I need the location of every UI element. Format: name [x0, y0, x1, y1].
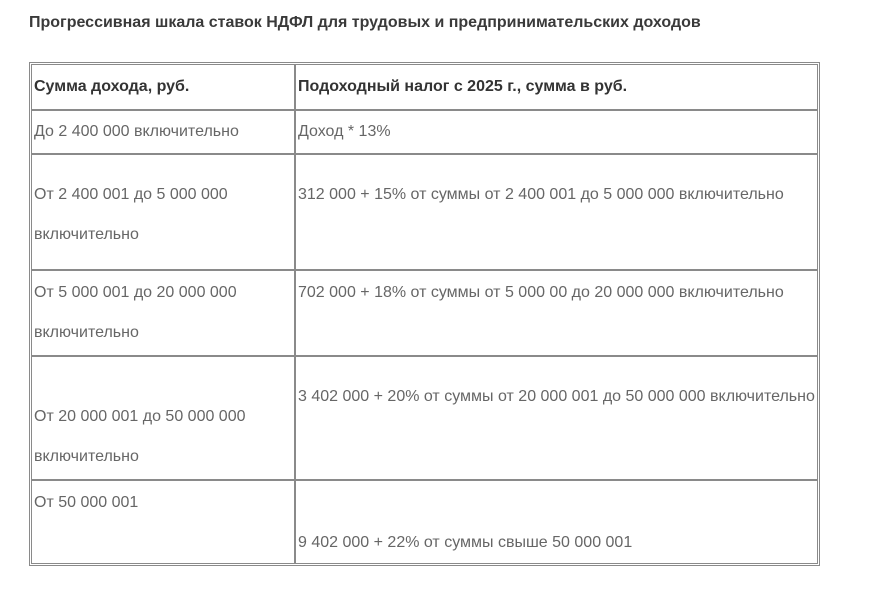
page-heading: Прогрессивная шкала ставок НДФЛ для трудовых и предпринимательских доходов [29, 14, 701, 31]
tax-formula-cell: 9 402 000 + 22% от суммы свыше 50 000 001 [295, 480, 818, 564]
tax-formula-cell: Доход * 13% [295, 110, 818, 154]
tax-formula-cell: 702 000 + 18% от суммы от 5 000 00 до 20 000 000 включительно [295, 270, 818, 356]
tax-rate-table [29, 62, 820, 566]
income-range-cell: От 2 400 001 до 5 000 000 включительно [31, 154, 295, 270]
table-header-row [31, 64, 818, 110]
table-row [31, 110, 818, 154]
header-income-amount: Сумма дохода, руб. [31, 64, 295, 110]
income-range-cell: До 2 400 000 включительно [31, 110, 295, 154]
table-row [31, 480, 818, 564]
income-range-cell: От 50 000 001 [31, 480, 295, 564]
income-range-cell: От 20 000 001 до 50 000 000 включительно [31, 356, 295, 480]
header-tax-amount: Подоходный налог с 2025 г., сумма в руб. [295, 64, 818, 110]
tax-formula-cell: 312 000 + 15% от суммы от 2 400 001 до 5 000 000 включительно [295, 154, 818, 270]
income-range-cell: От 5 000 001 до 20 000 000 включительно [31, 270, 295, 356]
tax-formula-cell: 3 402 000 + 20% от суммы от 20 000 001 до 50 000 000 включительно [295, 356, 818, 480]
table-row [31, 270, 818, 356]
table-row [31, 356, 818, 480]
table-row [31, 154, 818, 270]
